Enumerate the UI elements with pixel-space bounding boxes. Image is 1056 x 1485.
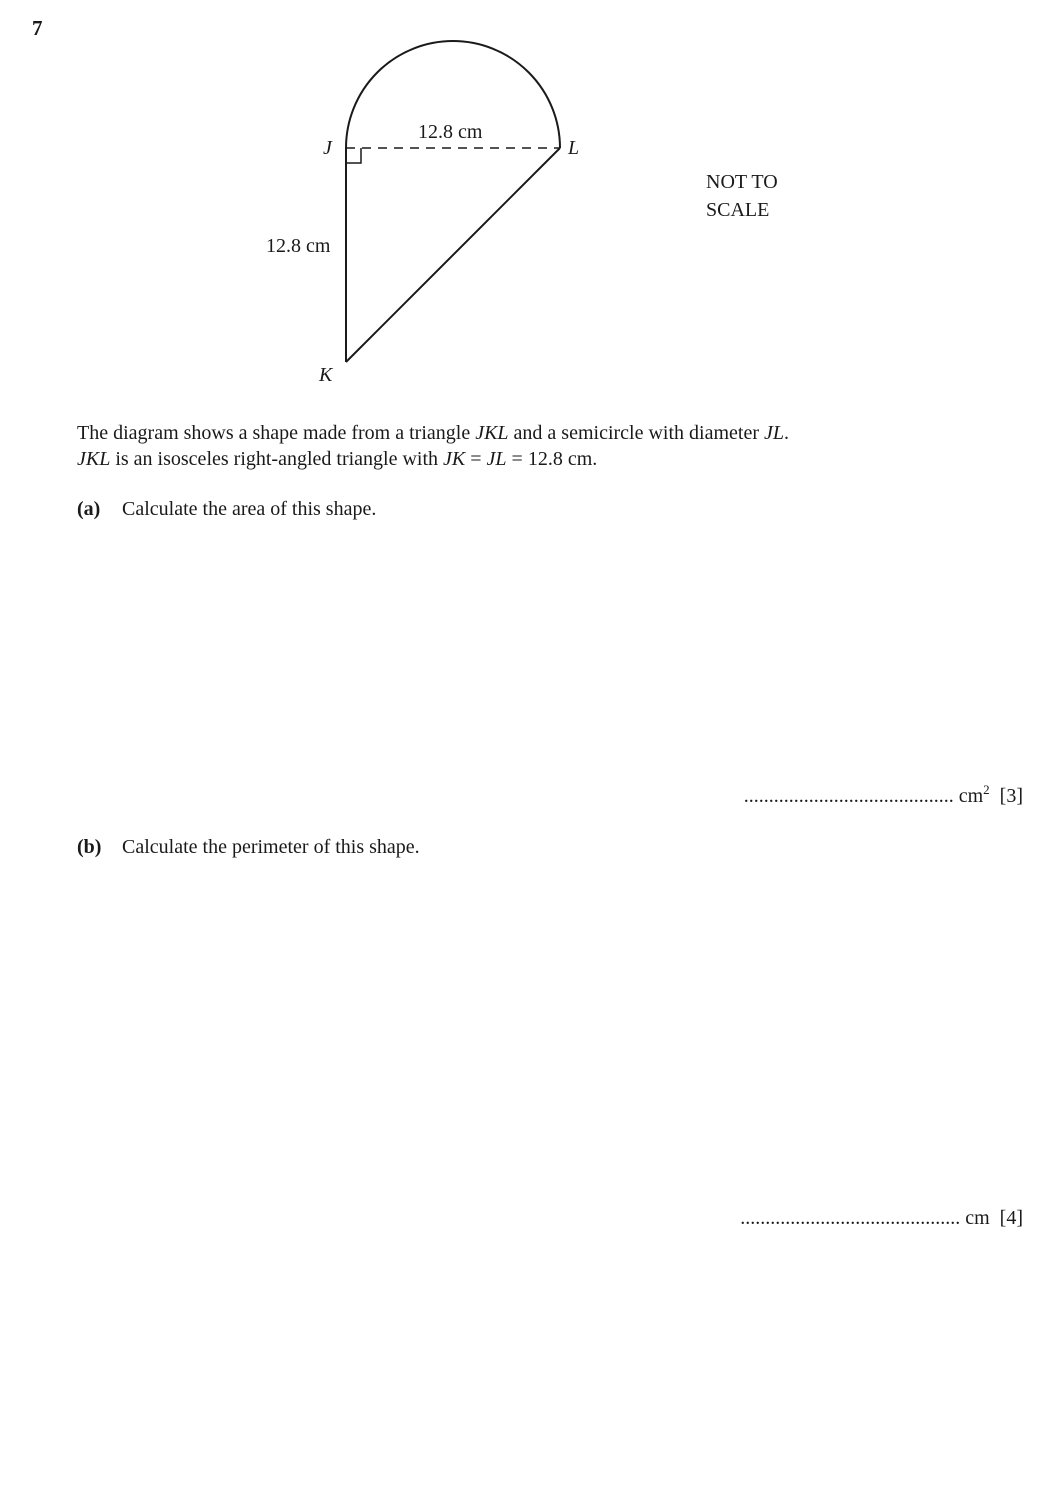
part-b-answer-line[interactable] <box>740 1207 1023 1230</box>
not-to-scale-line2: SCALE <box>706 199 770 221</box>
part-b-text: Calculate the perimeter of this shape. <box>122 836 420 858</box>
stem-line-1 <box>77 420 789 446</box>
stem-line-2 <box>77 446 789 472</box>
stem-text: is an isosceles right-angled triangle with <box>110 448 444 470</box>
vertex-label-j: J <box>323 137 332 159</box>
part-a-label: (a) <box>77 498 101 520</box>
part-a-answer-line[interactable] <box>743 782 1023 808</box>
answer-dots: .......................................... <box>743 785 954 807</box>
side-kl <box>346 148 560 362</box>
question-stem <box>77 420 789 472</box>
stem-text: = 12.8 cm. <box>506 448 598 470</box>
answer-unit-superscript: 2 <box>983 782 990 797</box>
part-b <box>77 836 420 859</box>
geometry-diagram <box>0 0 1056 400</box>
question-number: 7 <box>32 16 43 40</box>
stem-text: . <box>784 422 789 444</box>
stem-text: The diagram shows a shape made from a triangle <box>77 422 476 444</box>
answer-unit: cm <box>958 785 984 807</box>
length-label-jl: 12.8 cm <box>418 121 483 143</box>
not-to-scale-note <box>706 168 778 224</box>
marks: [3] <box>999 785 1023 807</box>
part-a-text: Calculate the area of this shape. <box>122 498 377 520</box>
marks: [4] <box>999 1207 1023 1229</box>
answer-unit: cm <box>965 1207 990 1229</box>
stem-italic: JL <box>764 422 784 444</box>
stem-italic: JL <box>486 448 507 470</box>
right-angle-marker <box>346 148 361 163</box>
vertex-label-k: K <box>319 364 333 386</box>
not-to-scale-line1: NOT TO <box>706 171 778 193</box>
stem-italic: JK <box>443 448 466 470</box>
length-label-jk: 12.8 cm <box>266 235 331 257</box>
stem-text: = <box>465 448 487 470</box>
part-a <box>77 498 376 521</box>
stem-italic: JKL <box>77 448 111 470</box>
vertex-label-l: L <box>568 137 580 159</box>
part-b-label: (b) <box>77 836 102 858</box>
answer-dots: ............................................ <box>740 1207 961 1229</box>
stem-italic: JKL <box>475 422 509 444</box>
stem-text: and a semicircle with diameter <box>508 422 764 444</box>
